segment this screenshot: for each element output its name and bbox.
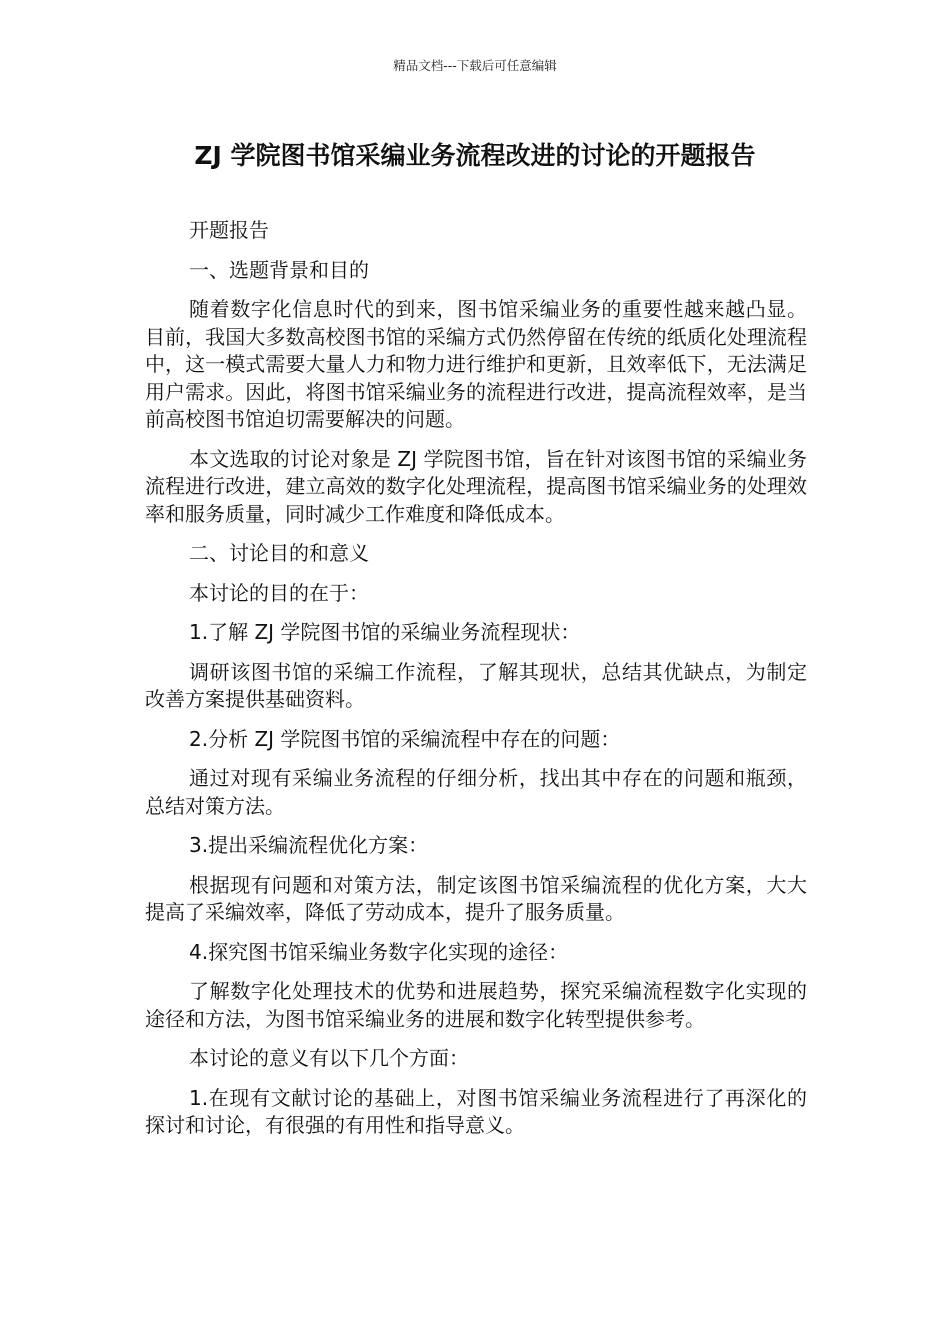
list-item-4-heading: 4.探究图书馆采编业务数字化实现的途径： [189, 939, 569, 964]
heading-kaiti-baogao: 开题报告 [189, 218, 269, 242]
list-item-1-heading: 1.了解 ZJ 学院图书馆的采编业务流程现状： [189, 620, 581, 644]
list-item-2-body: 通过对现有采编业务流程的仔细分析，找出其中存在的问题和瓶颈，总结对策方法。 [145, 766, 807, 818]
paragraph-research-object: 本文选取的讨论对象是 ZJ 学院图书馆，旨在针对该图书馆的采编业务流程进行改进，建立高效的数字化处理流程，提高图书馆采编业务的处理效率和服务质量，同时减少工作难度和降低成本。 [145, 446, 807, 526]
paragraph-background: 随着数字化信息时代的到来，图书馆采编业务的重要性越来越凸显。目前，我国大多数高校图书馆的采编方式仍然停留在传统的纸质化处理流程中，这一模式需要大量人力和物力进行维护和更新，且效率低下，无法满足用户需求。因此，将图书馆采编业务的流程进行改进，提高流程效率，是当前高校图书馆迫切需要解决的问题。 [145, 297, 807, 431]
significance-item-1: 1.在现有文献讨论的基础上，对图书馆采编业务流程进行了再深化的探讨和讨论，有很强的有用性和指导意义。 [145, 1085, 807, 1137]
document-title: ZJ 学院图书馆采编业务流程改进的讨论的开题报告 [194, 141, 756, 170]
list-item-4-body: 了解数字化处理技术的优势和进展趋势，探究采编流程数字化实现的途径和方法，为图书馆采编业务的进展和数字化转型提供参考。 [145, 979, 807, 1031]
section-heading-purpose: 二、讨论目的和意义 [189, 541, 369, 565]
list-item-3-heading: 3.提出采编流程优化方案： [189, 833, 429, 857]
paragraph-significance-intro: 本讨论的意义有以下几个方面： [189, 1046, 469, 1070]
page-header-note: 精品文档---下载后可任意编辑 [393, 58, 557, 73]
paragraph-purpose-intro: 本讨论的目的在于： [189, 580, 369, 605]
list-item-3-body: 根据现有问题和对策方法，制定该图书馆采编流程的优化方案，大大提高了采编效率，降低了劳动成本，提升了服务质量。 [145, 872, 807, 924]
list-item-1-body: 调研该图书馆的采编工作流程，了解其现状，总结其优缺点，为制定改善方案提供基础资料。 [145, 659, 807, 711]
list-item-2-heading: 2.分析 ZJ 学院图书馆的采编流程中存在的问题： [189, 726, 621, 751]
section-heading-background: 一、选题背景和目的 [189, 257, 369, 282]
document-body [145, 217, 807, 1152]
